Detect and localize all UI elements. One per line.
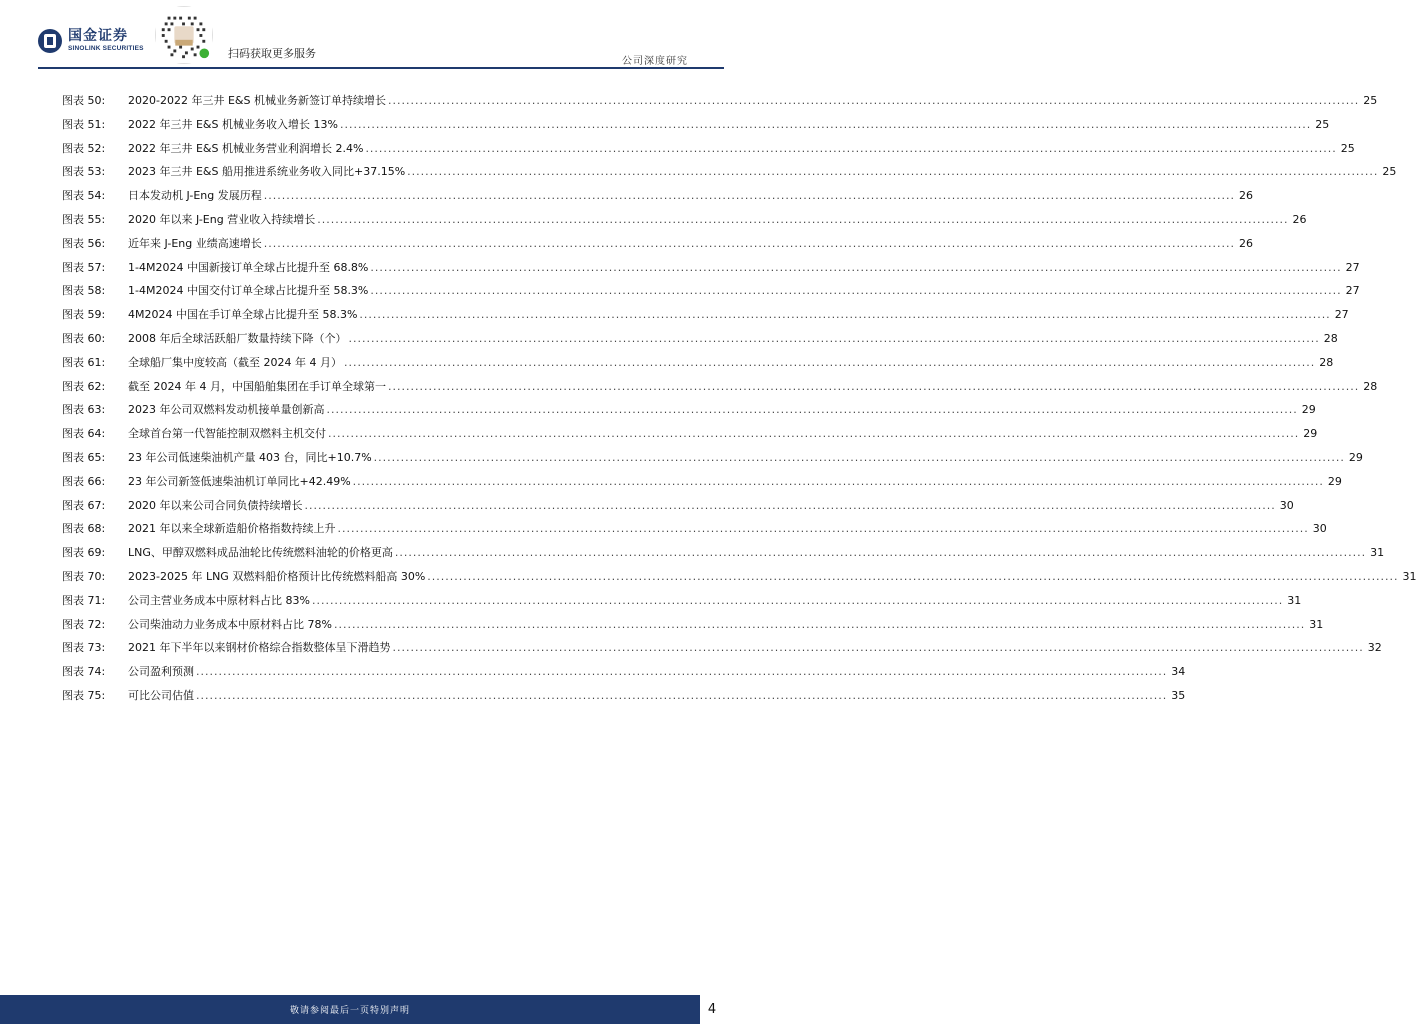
toc-entry-label: 图表 62: bbox=[62, 379, 106, 393]
toc-entry-title[interactable]: 2022 年三井 E&S 机械业务营业利润增长 2.4% bbox=[128, 141, 364, 155]
header-divider bbox=[38, 67, 724, 69]
toc-entry-page[interactable]: 26 bbox=[1292, 212, 1307, 226]
toc-entry-title[interactable]: 2020 年以来 J-Eng 营业收入持续增长 bbox=[128, 212, 316, 226]
toc-entry-page[interactable]: 31 bbox=[1402, 569, 1417, 583]
scan-qr-label: 扫码获取更多服务 bbox=[228, 47, 316, 60]
toc-entry-title[interactable]: 全球船厂集中度较高（截至 2024 年 4 月） bbox=[128, 355, 342, 369]
toc-entry[interactable] bbox=[62, 163, 1397, 187]
toc-entry-title[interactable]: LNG、甲醇双燃料成品油轮比传统燃料油轮的价格更高 bbox=[128, 546, 393, 560]
toc-entry-page[interactable]: 27 bbox=[1345, 260, 1360, 274]
toc-entry[interactable] bbox=[62, 378, 1378, 402]
toc-entry[interactable] bbox=[62, 92, 1378, 116]
toc-leader-dots bbox=[340, 118, 1311, 131]
toc-entry-label: 图表 53: bbox=[62, 165, 106, 179]
toc-entry-title[interactable]: 全球首台第一代智能控制双燃料主机交付 bbox=[128, 427, 326, 441]
toc-leader-dots bbox=[312, 594, 1283, 607]
toc-entry-title[interactable]: 23 年公司新签低速柴油机订单同比+42.49% bbox=[128, 474, 351, 488]
toc-entry[interactable] bbox=[62, 211, 1307, 235]
toc-entry-label: 图表 61: bbox=[62, 355, 106, 369]
toc-leader-dots bbox=[196, 689, 1167, 702]
toc-entry[interactable] bbox=[62, 616, 1324, 640]
toc-entry-page[interactable]: 35 bbox=[1171, 688, 1186, 702]
toc-entry-page[interactable]: 27 bbox=[1334, 308, 1349, 322]
toc-entry-label: 图表 51: bbox=[62, 117, 106, 131]
toc-leader-dots bbox=[317, 213, 1288, 226]
toc-leader-dots bbox=[305, 499, 1276, 512]
toc-entry-page[interactable]: 31 bbox=[1370, 546, 1385, 560]
figure-list bbox=[62, 92, 1417, 711]
toc-leader-dots bbox=[388, 94, 1359, 107]
toc-entry-label: 图表 66: bbox=[62, 474, 106, 488]
footer-disclaimer[interactable]: 敬请参阅最后一页特别声明 bbox=[289, 1006, 410, 1016]
toc-entry-label: 图表 72: bbox=[62, 617, 106, 631]
toc-entry[interactable] bbox=[62, 687, 1186, 711]
toc-entry-page[interactable]: 25 bbox=[1315, 117, 1330, 131]
toc-leader-dots bbox=[370, 261, 1341, 274]
toc-entry-page[interactable]: 29 bbox=[1303, 427, 1318, 441]
toc-entry-page[interactable]: 29 bbox=[1327, 474, 1342, 488]
toc-entry-title[interactable]: 1-4M2024 中国新接订单全球占比提升至 68.8% bbox=[128, 260, 369, 274]
toc-entry-label: 图表 57: bbox=[62, 260, 106, 274]
toc-entry[interactable] bbox=[62, 401, 1316, 425]
toc-entry-page[interactable]: 31 bbox=[1287, 593, 1302, 607]
logo-icon bbox=[38, 29, 62, 53]
toc-entry-label: 图表 71: bbox=[62, 593, 106, 607]
toc-leader-dots bbox=[338, 522, 1309, 535]
toc-entry-title[interactable]: 公司主营业务成本中原材料占比 83% bbox=[128, 593, 310, 607]
toc-entry-label: 图表 68: bbox=[62, 522, 106, 536]
toc-entry-page[interactable]: 25 bbox=[1340, 141, 1355, 155]
toc-entry-label: 图表 59: bbox=[62, 308, 106, 322]
toc-entry[interactable] bbox=[62, 187, 1253, 211]
logo-name-en: SINOLINK SECURITIES bbox=[68, 45, 144, 53]
toc-leader-dots bbox=[196, 665, 1167, 678]
qr-code-graphic bbox=[156, 7, 212, 63]
toc-entry-label: 图表 52: bbox=[62, 141, 106, 155]
toc-leader-dots bbox=[344, 356, 1315, 369]
toc-entry-title[interactable]: 2021 年以来全球新造船价格指数持续上升 bbox=[128, 522, 336, 536]
toc-entry-title[interactable]: 2023 年三井 E&S 船用推进系统业务收入同比+37.15% bbox=[128, 165, 406, 179]
toc-leader-dots bbox=[427, 570, 1398, 583]
toc-leader-dots bbox=[327, 403, 1298, 416]
toc-leader-dots bbox=[264, 237, 1235, 250]
toc-entry-page[interactable]: 31 bbox=[1309, 617, 1324, 631]
toc-entry-title[interactable]: 23 年公司低速柴油机产量 403 台，同比+10.7% bbox=[128, 450, 372, 464]
toc-entry-title[interactable]: 2020 年以来公司合同负债持续增长 bbox=[128, 498, 303, 512]
toc-entry-label: 图表 63: bbox=[62, 403, 106, 417]
toc-entry[interactable] bbox=[62, 354, 1334, 378]
toc-entry-title[interactable]: 2022 年三井 E&S 机械业务收入增长 13% bbox=[128, 117, 338, 131]
toc-entry[interactable] bbox=[62, 497, 1294, 521]
logo-name-cn: 国金证券 bbox=[68, 28, 128, 45]
toc-entry-label: 图表 75: bbox=[62, 688, 106, 702]
logo-text bbox=[68, 29, 144, 53]
toc-leader-dots bbox=[388, 380, 1359, 393]
toc-entry-label: 图表 64: bbox=[62, 427, 106, 441]
toc-entry[interactable] bbox=[62, 639, 1382, 663]
report-type-label: 公司深度研究 bbox=[622, 56, 688, 67]
toc-entry[interactable] bbox=[62, 663, 1186, 687]
toc-leader-dots bbox=[393, 641, 1364, 654]
toc-entry-title[interactable]: 公司盈利预测 bbox=[128, 665, 194, 679]
toc-entry-page[interactable]: 32 bbox=[1367, 641, 1382, 655]
toc-entry-label: 图表 74: bbox=[62, 665, 106, 679]
toc-entry[interactable] bbox=[62, 568, 1417, 592]
toc-entry-page[interactable]: 30 bbox=[1279, 498, 1294, 512]
toc-entry-page[interactable]: 27 bbox=[1345, 284, 1360, 298]
toc-entry-page[interactable]: 28 bbox=[1319, 355, 1334, 369]
toc-leader-dots bbox=[374, 451, 1345, 464]
toc-leader-dots bbox=[328, 427, 1299, 440]
toc-entry[interactable] bbox=[62, 140, 1355, 164]
toc-entry[interactable] bbox=[62, 449, 1363, 473]
toc-entry-label: 图表 50: bbox=[62, 94, 106, 107]
toc-entry-title[interactable]: 公司柴油动力业务成本中原材料占比 78% bbox=[128, 617, 332, 631]
toc-entry-title[interactable]: 2020-2022 年三井 E&S 机械业务新签订单持续增长 bbox=[128, 94, 386, 107]
toc-entry-page[interactable]: 29 bbox=[1301, 403, 1316, 417]
toc-entry[interactable] bbox=[62, 520, 1327, 544]
toc-entry-label: 图表 55: bbox=[62, 212, 106, 226]
toc-entry-label: 图表 60: bbox=[62, 331, 106, 345]
toc-entry-label: 图表 69: bbox=[62, 546, 106, 560]
toc-entry-page[interactable]: 26 bbox=[1238, 189, 1253, 203]
toc-entry[interactable] bbox=[62, 306, 1349, 330]
toc-entry-label: 图表 67: bbox=[62, 498, 106, 512]
toc-entry-title[interactable]: 2021 年下半年以来钢材价格综合指数整体呈下滑趋势 bbox=[128, 641, 391, 655]
toc-leader-dots bbox=[370, 284, 1341, 297]
toc-entry-label: 图表 58: bbox=[62, 284, 106, 298]
qr-code-icon[interactable] bbox=[155, 6, 213, 64]
toc-entry[interactable] bbox=[62, 592, 1302, 616]
toc-leader-dots bbox=[365, 142, 1336, 155]
toc-leader-dots bbox=[349, 332, 1320, 345]
toc-entry-page[interactable]: 30 bbox=[1312, 522, 1327, 536]
toc-entry-page[interactable]: 25 bbox=[1363, 94, 1378, 107]
toc-entry[interactable] bbox=[62, 116, 1330, 140]
toc-entry-label: 图表 65: bbox=[62, 450, 106, 464]
page-header bbox=[0, 0, 724, 70]
toc-leader-dots bbox=[359, 308, 1330, 321]
company-logo bbox=[38, 28, 144, 54]
toc-entry-title[interactable]: 2023 年公司双燃料发动机接单量创新高 bbox=[128, 403, 325, 417]
toc-entry[interactable] bbox=[62, 330, 1338, 354]
toc-entry-page[interactable]: 25 bbox=[1382, 165, 1397, 179]
toc-entry-page[interactable]: 26 bbox=[1238, 236, 1253, 250]
toc-entry-label: 图表 73: bbox=[62, 641, 106, 655]
toc-leader-dots bbox=[334, 618, 1305, 631]
toc-entry-label: 图表 54: bbox=[62, 189, 106, 203]
toc-entry-page[interactable]: 34 bbox=[1171, 665, 1186, 679]
toc-entry[interactable] bbox=[62, 282, 1360, 306]
toc-entry[interactable] bbox=[62, 235, 1253, 259]
toc-leader-dots bbox=[353, 475, 1324, 488]
toc-entry-title[interactable]: 截至 2024 年 4 月，中国船舶集团在手订单全球第一 bbox=[128, 379, 386, 393]
toc-entry[interactable] bbox=[62, 425, 1318, 449]
toc-entry-title[interactable]: 可比公司估值 bbox=[128, 688, 194, 702]
toc-entry-title[interactable]: 2008 年后全球活跃船厂数量持续下降（个） bbox=[128, 331, 347, 345]
toc-leader-dots bbox=[395, 546, 1366, 559]
toc-entry-title[interactable]: 4M2024 中国在手订单全球占比提升至 58.3% bbox=[128, 308, 358, 322]
toc-entry[interactable] bbox=[62, 473, 1342, 497]
toc-entry-title[interactable]: 近年来 J-Eng 业绩高速增长 bbox=[128, 236, 262, 250]
toc-entry-title[interactable]: 日本发动机 J-Eng 发展历程 bbox=[128, 189, 262, 203]
toc-entry[interactable] bbox=[62, 259, 1360, 283]
toc-entry-page[interactable]: 28 bbox=[1323, 331, 1338, 345]
toc-entry-page[interactable]: 29 bbox=[1348, 450, 1363, 464]
toc-entry-title[interactable]: 2023-2025 年 LNG 双燃料船价格预计比传统燃料船高 30% bbox=[128, 569, 426, 583]
toc-entry-title[interactable]: 1-4M2024 中国交付订单全球占比提升至 58.3% bbox=[128, 284, 369, 298]
toc-entry-label: 图表 56: bbox=[62, 236, 106, 250]
toc-entry-page[interactable]: 28 bbox=[1363, 379, 1378, 393]
page-number: 4 bbox=[707, 1002, 717, 1017]
toc-leader-dots bbox=[407, 165, 1378, 178]
toc-leader-dots bbox=[264, 189, 1235, 202]
toc-entry-label: 图表 70: bbox=[62, 569, 106, 583]
toc-entry[interactable] bbox=[62, 544, 1385, 568]
